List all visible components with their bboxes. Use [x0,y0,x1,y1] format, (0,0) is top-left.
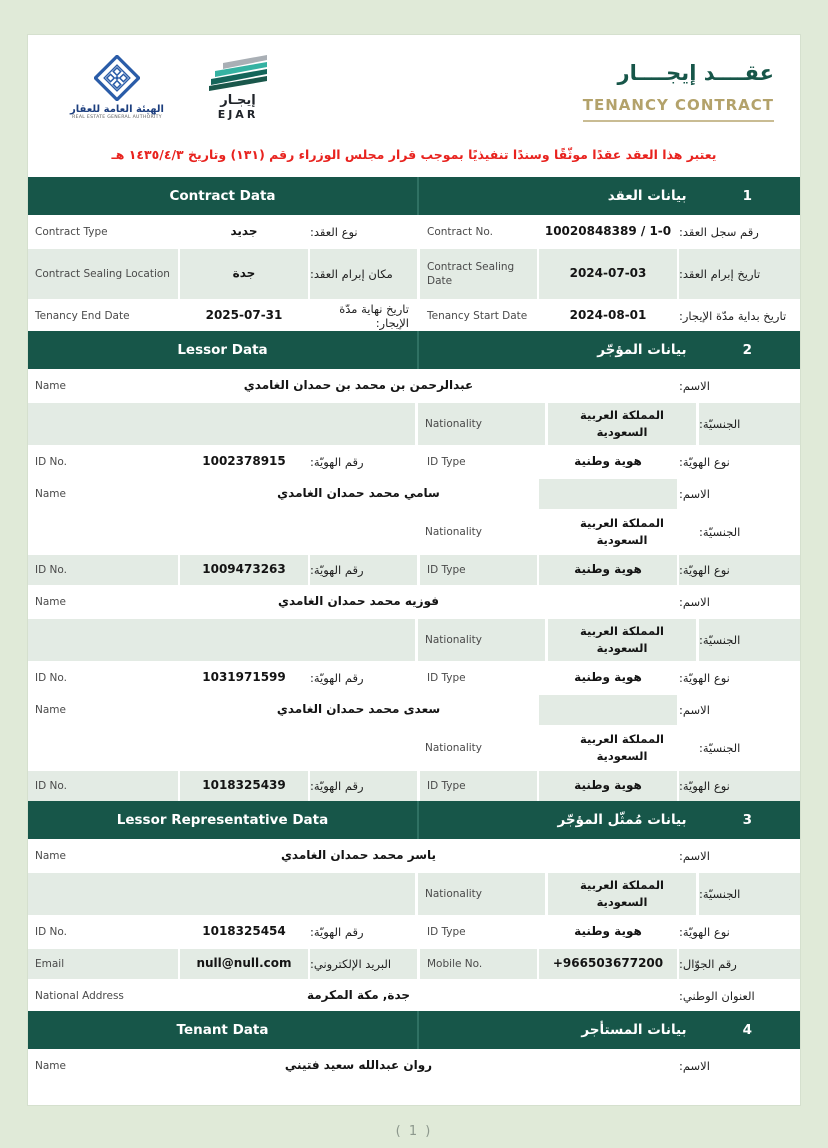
table-row [28,587,800,617]
ar-label: تاريخ بداية مدّة الإيجار: [677,301,800,331]
empty-cell [537,587,677,617]
value-cell: 1002378915 [178,447,308,477]
en-label: Mobile No. [417,949,537,979]
ar-label: نوع الهويّة: [677,917,800,947]
ar-label: الجنسيّة: [696,403,800,445]
value-cell: جدة, مكة المكرمة [178,981,537,1011]
value-cell: روان عبدالله سعيد فتيني [178,1051,537,1081]
value-cell: هوية وطنية [537,917,677,947]
en-label: ID No. [35,563,67,576]
value-cell: 2024-07-03 [537,249,677,299]
en-label: Nationality [415,727,545,769]
ejar-logo [202,55,274,121]
ar-label: الجنسيّة: [696,619,800,661]
value-cell: عبدالرحمن بن محمد بن حمدان الغامدي [178,371,537,401]
table-row [28,981,800,1011]
lessor-data-rows [28,371,800,801]
table-row [28,841,800,871]
en-label: ID No. [35,925,67,938]
en-label: Contract Sealing Date [417,249,537,299]
en-label: ID Type [417,917,537,947]
en-label: Name [35,849,66,862]
ar-label: رقم الهويّة: [308,663,417,693]
en-label: Tenancy End Date [35,309,130,322]
table-row [28,663,800,693]
table-row [28,479,800,509]
page-number: ( 1 ) [395,1124,433,1139]
rega-logo-label-en: REAL ESTATE GENERAL AUTHORITY [72,115,162,120]
logos-group [58,51,274,133]
ar-label: الاسم: [677,841,800,871]
en-label: Nationality [415,403,545,445]
en-label: ID No. [35,779,67,792]
empty-cell [537,981,677,1011]
en-label: ID Type [417,447,537,477]
en-label: Nationality [415,511,545,553]
table-row [28,447,800,477]
section-number: 4 [742,1022,752,1038]
section-header-lessor-representative-data [28,801,800,839]
en-label: ID Type [417,771,537,801]
section-header-right [417,177,800,215]
value-cell: هوية وطنية [537,663,677,693]
en-label: Name [35,595,66,608]
ar-label: العنوان الوطني: [677,981,800,1011]
empty-cell [537,371,677,401]
section-header-contract-data [28,177,800,215]
en-label: ID No. [35,671,67,684]
value-cell: هوية وطنية [537,771,677,801]
value-cell: 2025-07-31 [178,301,308,331]
ar-label: رقم سجل العقد: [677,217,800,247]
table-row [28,511,800,553]
table-row [28,917,800,947]
section-title-en: Lessor Data [177,342,268,358]
ejar-logo-label-en: EJAR [217,108,259,121]
ar-label: الاسم: [677,479,800,509]
ar-label: نوع الهويّة: [677,771,800,801]
chevron-stripes-icon [202,55,274,91]
rega-logo [58,55,176,120]
empty-cell [28,619,415,661]
value-cell: المملكة العربية السعودية [545,727,696,769]
section-header-right [417,801,800,839]
en-label: Contract Type [35,225,108,238]
ar-label: الجنسيّة: [696,511,800,553]
value-cell: 2024-08-01 [537,301,677,331]
value-cell: +966503677200 [537,949,677,979]
ar-label: الاسم: [677,371,800,401]
ar-label: نوع الهويّة: [677,555,800,585]
tenant-data-rows [28,1051,800,1081]
page-title-arabic: عقــــد إيجــــار [617,61,774,85]
en-label: Tenancy Start Date [417,301,537,331]
en-label: Nationality [415,873,545,915]
ar-label: البريد الإلكتروني: [308,949,417,979]
section-title-ar: بيانات المستأجر [581,1022,687,1038]
en-label: Contract No. [417,217,537,247]
value-cell: المملكة العربية السعودية [545,873,696,915]
value-cell: 1009473263 [178,555,308,585]
section-title-ar: بيانات المؤجّر [597,342,687,358]
en-label: Email [35,957,65,970]
en-label: National Address [35,989,124,1002]
value-cell: المملكة العربية السعودية [545,403,696,445]
en-label: ID No. [35,455,67,468]
contract-data-rows [28,217,800,331]
ar-label: الاسم: [677,1051,800,1081]
contract-sections [28,177,800,1081]
empty-cell [28,873,415,915]
ar-label: مكان إبرام العقد: [308,249,417,299]
ar-label: الجنسيّة: [696,727,800,769]
legal-disclaimer: يعتبر هذا العقد عقدًا موثّقًا وسندًا تنفيذيًا بموجب قرار مجلس الوزراء رقم (١٣١) وتاريخ ١٤٣٥/٤/٣ هـ [111,147,717,162]
value-cell: ياسر محمد حمدان الغامدي [178,841,537,871]
empty-cell [537,695,677,725]
empty-cell [28,403,415,445]
section-number: 2 [742,342,752,358]
value-cell: سعدى محمد حمدان الغامدي [178,695,537,725]
ar-label: رقم الهويّة: [308,447,417,477]
value-cell: فوزيه محمد حمدان الغامدي [178,587,537,617]
section-title-en: Contract Data [169,188,276,204]
ar-label: نوع الهويّة: [677,663,800,693]
table-row [28,301,800,331]
value-cell: 1031971599 [178,663,308,693]
table-row [28,1051,800,1081]
value-cell: هوية وطنية [537,447,677,477]
table-row [28,695,800,725]
table-row [28,403,800,445]
en-label: ID Type [417,663,537,693]
section-header-tenant-data [28,1011,800,1049]
value-cell: سامي محمد حمدان الغامدي [178,479,537,509]
value-cell: 1018325439 [178,771,308,801]
table-row [28,771,800,801]
rega-logo-label-ar: الهيئة العامة للعقار [69,104,164,115]
ar-label: الاسم: [677,695,800,725]
section-number: 3 [742,812,752,828]
table-row [28,371,800,401]
ar-label: رقم الهويّة: [308,917,417,947]
empty-cell [537,1051,677,1081]
empty-cell [537,479,677,509]
table-row [28,727,800,769]
value-cell: المملكة العربية السعودية [545,511,696,553]
en-label: ID Type [417,555,537,585]
document-titles [583,51,774,133]
value-cell: المملكة العربية السعودية [545,619,696,661]
document-header [28,35,800,133]
ar-label: الجنسيّة: [696,873,800,915]
ar-label: رقم الهويّة: [308,771,417,801]
contract-document-card [28,35,800,1105]
table-row [28,555,800,585]
en-label: Nationality [415,619,545,661]
en-label: Name [35,487,66,500]
section-header-right [417,1011,800,1049]
section-title-ar: بيانات مُمثّل المؤجّر [557,812,687,828]
en-label: Name [35,703,66,716]
ar-label: رقم الجوّال: [677,949,800,979]
ar-label: رقم الهويّة: [308,555,417,585]
ar-label: تاريخ إبرام العقد: [677,249,800,299]
section-title-en: Lessor Representative Data [116,812,329,828]
section-title-ar: بيانات العقد [607,188,687,204]
value-cell: 10020848389 / 1-0 [537,217,677,247]
value-cell: null@null.com [178,949,308,979]
ar-label: نوع العقد: [308,217,417,247]
ar-label: تاريخ نهاية مدّة الإيجار: [308,301,417,331]
value-cell: جديد [178,217,308,247]
section-header-right [417,331,800,369]
en-label: Contract Sealing Location [35,267,170,280]
empty-cell [28,727,415,769]
ar-label: نوع الهويّة: [677,447,800,477]
ar-label: الاسم: [677,587,800,617]
en-label: Name [35,379,66,392]
table-row [28,949,800,979]
page-title-english: TENANCY CONTRACT [583,96,774,122]
en-label: Name [35,1059,66,1072]
ejar-logo-label-ar: إيجـار [220,93,256,108]
table-row [28,217,800,247]
value-cell: جدة [178,249,308,299]
empty-cell [28,511,415,553]
value-cell: 1018325454 [178,917,308,947]
table-row [28,873,800,915]
value-cell: هوية وطنية [537,555,677,585]
diamond-emblem-icon [58,55,176,101]
empty-cell [537,841,677,871]
section-number: 1 [742,188,752,204]
lessor-representative-rows [28,841,800,1011]
section-header-lessor-data [28,331,800,369]
table-row [28,249,800,299]
table-row [28,619,800,661]
section-title-en: Tenant Data [176,1022,269,1038]
